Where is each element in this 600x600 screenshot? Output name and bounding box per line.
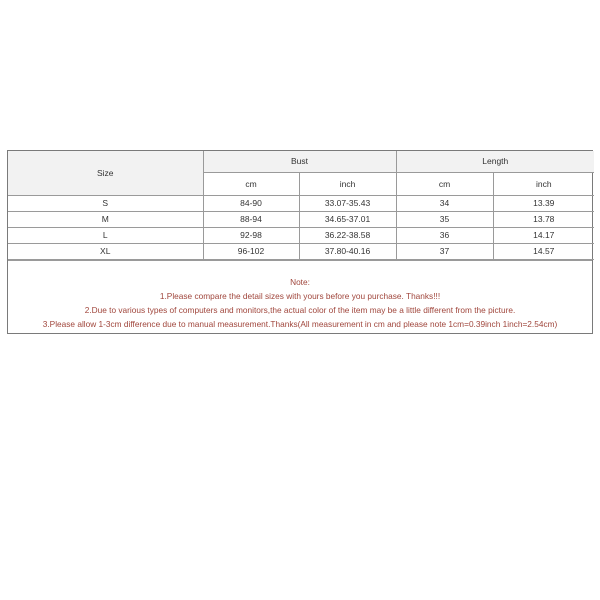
length-header: Length — [396, 151, 594, 172]
bust-inch-header: inch — [299, 172, 396, 195]
length-cm-cell: 35 — [396, 211, 493, 227]
length-cm-cell: 36 — [396, 227, 493, 243]
bust-cm-cell: 92-98 — [203, 227, 299, 243]
table-row — [8, 227, 594, 243]
size-cell: L — [8, 227, 203, 243]
bust-cm-cell: 88-94 — [203, 211, 299, 227]
table-row — [8, 243, 594, 259]
bust-inch-cell: 33.07-35.43 — [299, 195, 396, 211]
length-cm-header: cm — [396, 172, 493, 195]
note-line-2: 2.Due to various types of computers and monitors,the actual color of the item may be a little different from the picture. — [84, 304, 516, 315]
length-cm-cell: 34 — [396, 195, 493, 211]
table-row — [8, 195, 594, 211]
length-inch-cell: 14.17 — [493, 227, 594, 243]
note-line-1: 1.Please compare the detail sizes with yours before you purchase. Thanks!!! — [159, 290, 441, 301]
note-line-3: 3.Please allow 1-3cm difference due to manual measurement.Thanks(All measurement in cm and please note 1cm=0.39inch 1inch=2.54cm) — [42, 319, 558, 330]
size-chart — [7, 150, 593, 334]
size-cell: M — [8, 211, 203, 227]
size-cell: S — [8, 195, 203, 211]
length-inch-cell: 13.39 — [493, 195, 594, 211]
bust-inch-cell: 36.22-38.58 — [299, 227, 396, 243]
bust-header: Bust — [203, 151, 396, 172]
bust-inch-cell: 37.80-40.16 — [299, 243, 396, 259]
bust-inch-cell: 34.65-37.01 — [299, 211, 396, 227]
size-cell: XL — [8, 243, 203, 259]
length-inch-header: inch — [493, 172, 594, 195]
length-inch-cell: 13.78 — [493, 211, 594, 227]
notes-title: Note: — [290, 276, 310, 287]
bust-cm-cell: 96-102 — [203, 243, 299, 259]
size-table — [8, 151, 594, 260]
bust-cm-header: cm — [203, 172, 299, 195]
bust-cm-cell: 84-90 — [203, 195, 299, 211]
notes-section — [8, 260, 592, 334]
table-row — [8, 211, 594, 227]
size-header: Size — [8, 151, 203, 195]
length-cm-cell: 37 — [396, 243, 493, 259]
length-inch-cell: 14.57 — [493, 243, 594, 259]
